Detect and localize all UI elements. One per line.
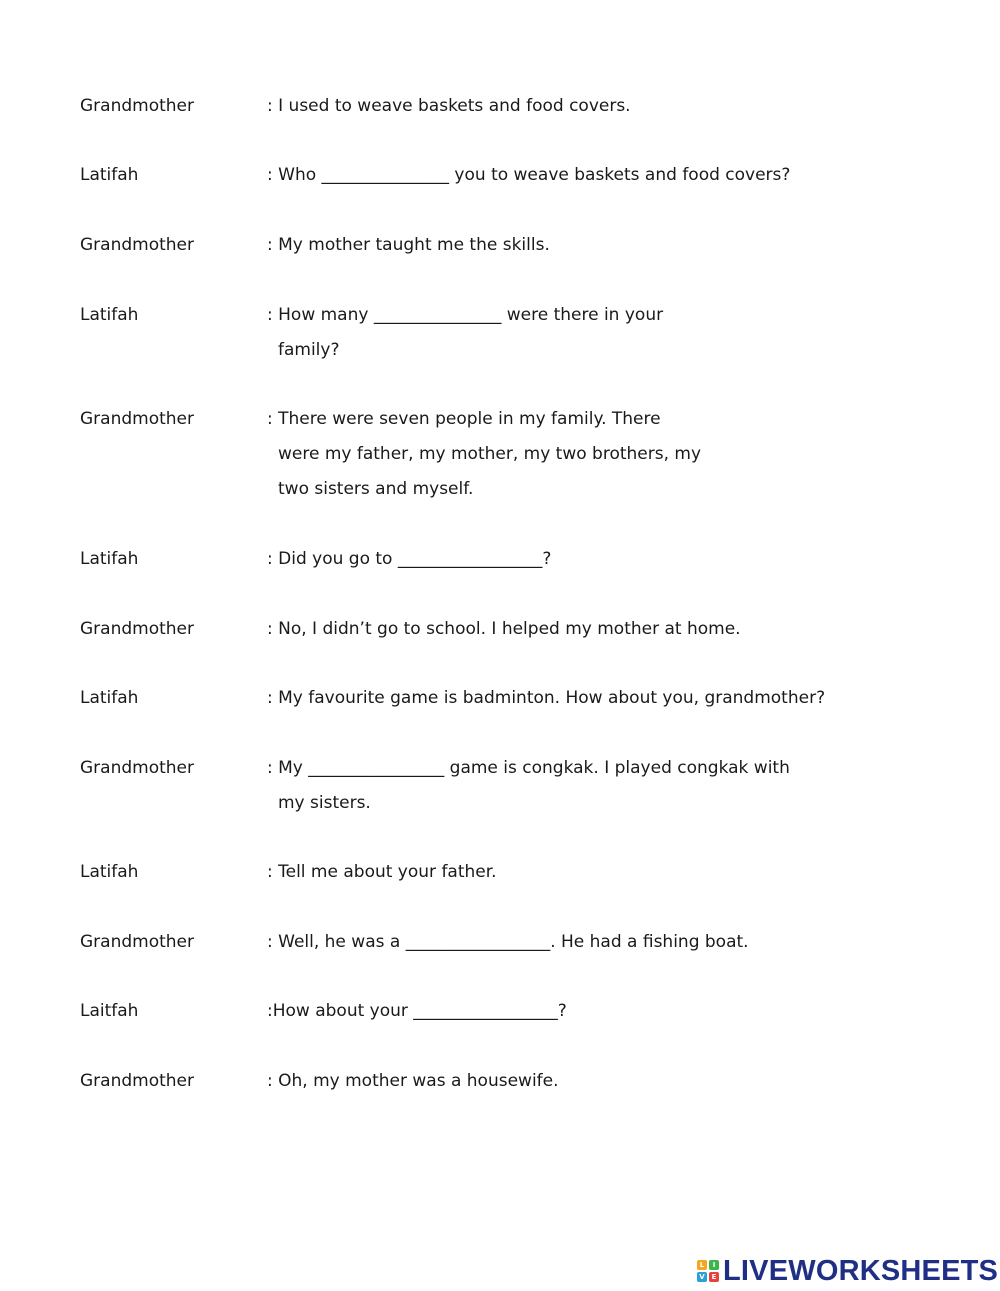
speaker-name: Grandmother xyxy=(80,96,194,116)
dialogue-text: : Tell me about your father. xyxy=(267,862,497,882)
speaker-name: Grandmother xyxy=(80,409,194,429)
dialogue-text-with-blank: : How many _______________ were there in your xyxy=(267,305,664,325)
dialogue-line-continuation xyxy=(0,788,1000,818)
dialogue-line xyxy=(0,300,1000,330)
dialogue-text: family? xyxy=(278,340,340,360)
dialogue-text: : No, I didn’t go to school. I helped my mother at home. xyxy=(267,619,741,639)
dialogue-text: were my father, my mother, my two brothers, my xyxy=(278,444,702,464)
dialogue-text-with-blank: :How about your _________________? xyxy=(267,1001,567,1021)
dialogue-line xyxy=(0,927,1000,957)
dialogue-line xyxy=(0,683,1000,713)
dialogue-line xyxy=(0,91,1000,121)
speaker-name: Grandmother xyxy=(80,758,194,778)
speaker-name: Grandmother xyxy=(80,932,194,952)
liveworksheets-logo[interactable] xyxy=(697,1254,998,1288)
dialogue-text: : There were seven people in my family. There xyxy=(267,409,661,429)
dialogue-line xyxy=(0,404,1000,434)
dialogue-line xyxy=(0,230,1000,260)
dialogue-text-with-blank: : Well, he was a _________________. He had a fishing boat. xyxy=(267,932,749,952)
speaker-name: Latifah xyxy=(80,549,139,569)
speaker-name: Laitfah xyxy=(80,1001,139,1021)
dialogue-text-with-blank: : Did you go to _________________? xyxy=(267,549,552,569)
speaker-name: Latifah xyxy=(80,165,139,185)
dialogue-line-continuation xyxy=(0,335,1000,365)
speaker-name: Grandmother xyxy=(80,235,194,255)
liveworksheets-blocks-icon xyxy=(697,1260,719,1282)
dialogue-text: : I used to weave baskets and food covers. xyxy=(267,96,631,116)
dialogue-text-with-blank: : My ________________ game is congkak. I played congkak with xyxy=(267,758,790,778)
speaker-name: Latifah xyxy=(80,688,139,708)
dialogue-text: : My favourite game is badminton. How about you, grandmother? xyxy=(267,688,826,708)
dialogue-text: : Oh, my mother was a housewife. xyxy=(267,1071,559,1091)
dialogue-line-continuation xyxy=(0,439,1000,469)
dialogue-line xyxy=(0,1066,1000,1096)
dialogue-line-continuation xyxy=(0,474,1000,504)
speaker-name: Grandmother xyxy=(80,619,194,639)
speaker-name: Latifah xyxy=(80,862,139,882)
speaker-name: Latifah xyxy=(80,305,139,325)
dialogue-line xyxy=(0,857,1000,887)
dialogue-text-with-blank: : Who _______________ you to weave baskets and food covers? xyxy=(267,165,791,185)
logo-block: I xyxy=(709,1260,719,1270)
logo-block: V xyxy=(697,1272,707,1282)
dialogue-line xyxy=(0,614,1000,644)
logo-block: L xyxy=(697,1260,707,1270)
dialogue-text: : My mother taught me the skills. xyxy=(267,235,550,255)
dialogue-text: my sisters. xyxy=(278,793,371,813)
logo-block: E xyxy=(709,1272,719,1282)
speaker-name: Grandmother xyxy=(80,1071,194,1091)
logo-text: LIVEWORKSHEETS xyxy=(723,1254,999,1287)
dialogue-line xyxy=(0,753,1000,783)
dialogue-line xyxy=(0,544,1000,574)
dialogue-line xyxy=(0,160,1000,190)
dialogue-text: two sisters and myself. xyxy=(278,479,474,499)
dialogue-line xyxy=(0,996,1000,1026)
